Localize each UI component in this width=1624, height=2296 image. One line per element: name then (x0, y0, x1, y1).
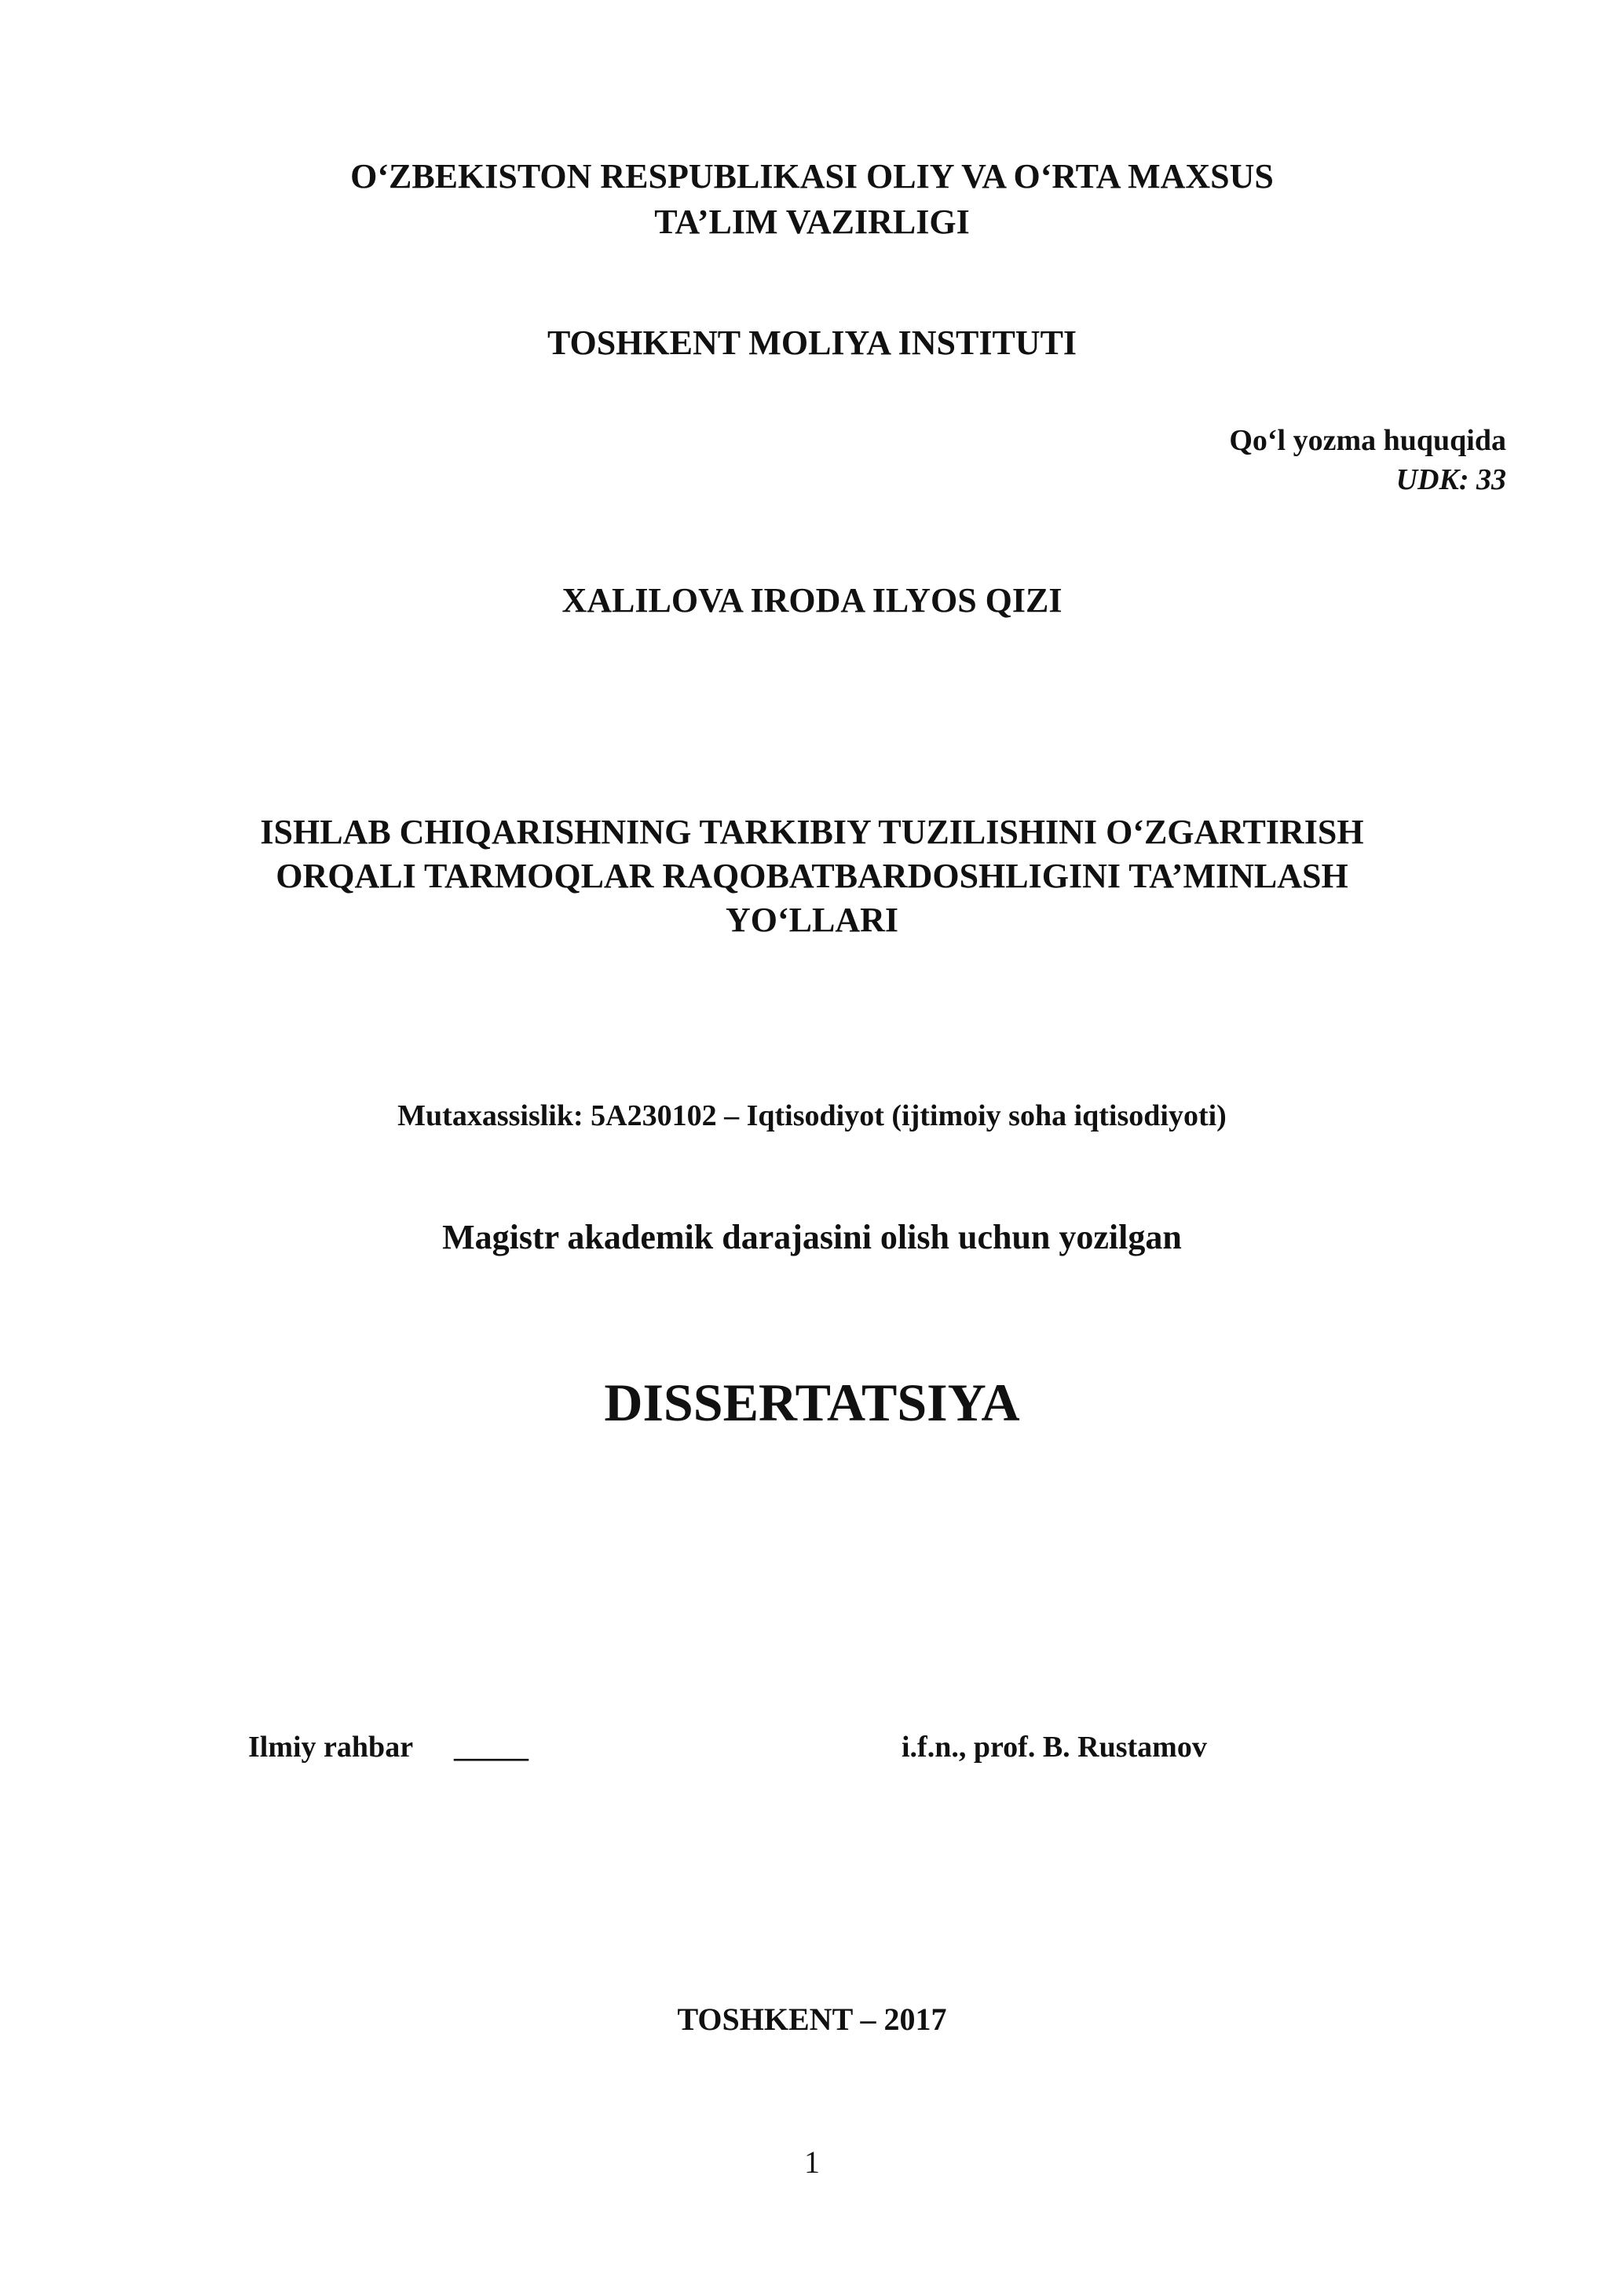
udk-code: UDK: 33 (1395, 463, 1506, 496)
document-type-title: DISSERTATSIYA (604, 1373, 1020, 1432)
thesis-title-line-2: ORQALI TARMOQLAR RAQOBATBARDOSHLIGINI TA’MINLASH (276, 857, 1348, 895)
author-name: XALILOVA IRODA ILYOS QIZI (561, 581, 1063, 620)
thesis-title-line-1: ISHLAB CHIQARISHNING TARKIBIY TUZILISHINI O‘ZGARTIRISH (260, 813, 1364, 851)
ministry-heading (0, 154, 1624, 245)
manuscript-note: Qo‘l yozma huquqida (1229, 424, 1506, 457)
ministry-line-2: TA’LIM VAZIRLIGI (654, 203, 970, 241)
institute-name: TOSHKENT MOLIYA INSTITUTI (547, 324, 1077, 362)
purpose-line: Magistr akademik darajasini olish uchun yozilgan (442, 1218, 1182, 1256)
thesis-title (0, 810, 1624, 942)
thesis-title-line-3: YO‘LLARI (725, 901, 899, 939)
page-number: 1 (804, 2144, 820, 2180)
supervisor-name: i.f.n., prof. B. Rustamov (902, 1731, 1207, 1764)
place-year: TOSHKENT – 2017 (677, 2002, 947, 2037)
signature-blank: _____ (454, 1731, 529, 1764)
ministry-line-1: O‘ZBEKISTON RESPUBLIKASI OLIY VA O‘RTA MAXSUS (350, 157, 1274, 196)
rights-block (1229, 421, 1506, 499)
supervisor-label: Ilmiy rahbar (248, 1731, 414, 1764)
specialty-line: Mutaxassislik: 5A230102 – Iqtisodiyot (ijtimoiy soha iqtisodiyoti) (397, 1099, 1227, 1132)
